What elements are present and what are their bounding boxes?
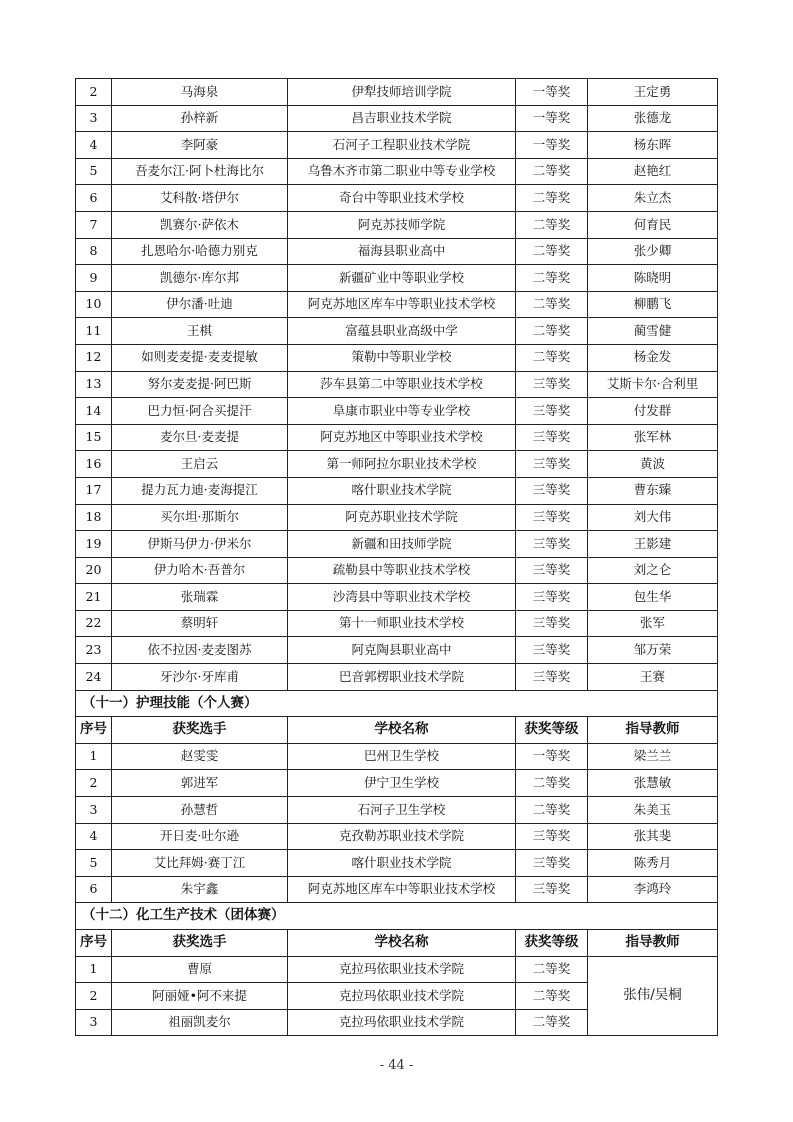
winner-cell: 蔡明轩 [112, 610, 288, 637]
award-level-cell: 三等奖 [516, 398, 588, 425]
school-cell: 奇台中等职业技术学校 [288, 185, 516, 212]
rank-cell: 2 [76, 983, 112, 1010]
school-cell: 昌吉职业技术学院 [288, 105, 516, 132]
school-cell: 阿克苏技师学院 [288, 211, 516, 238]
column-header: 指导教师 [588, 717, 718, 744]
winner-cell: 伊力哈木·吾普尔 [112, 557, 288, 584]
instructor-cell: 何育民 [588, 211, 718, 238]
school-cell: 乌鲁木齐市第二职业中等专业学校 [288, 158, 516, 185]
winner-cell: 艾科散·塔伊尔 [112, 185, 288, 212]
table-row [76, 610, 718, 637]
instructor-cell: 黄波 [588, 451, 718, 478]
table-row [76, 105, 718, 132]
award-level-cell: 三等奖 [516, 451, 588, 478]
rank-cell: 19 [76, 531, 112, 558]
winner-cell: 祖丽凯麦尔 [112, 1009, 288, 1036]
rank-cell: 20 [76, 557, 112, 584]
section-title: （十一）护理技能（个人赛） [76, 690, 718, 717]
table-row [76, 132, 718, 159]
award-level-cell: 二等奖 [516, 1009, 588, 1036]
instructor-cell: 陈晓明 [588, 265, 718, 292]
rank-cell: 13 [76, 371, 112, 398]
award-level-cell: 二等奖 [516, 185, 588, 212]
award-level-cell: 三等奖 [516, 637, 588, 664]
rank-cell: 3 [76, 797, 112, 824]
instructor-cell: 王影建 [588, 531, 718, 558]
instructor-cell: 张德龙 [588, 105, 718, 132]
award-level-cell: 三等奖 [516, 664, 588, 691]
table-row [76, 823, 718, 850]
instructor-cell: 蔺雪健 [588, 318, 718, 345]
award-level-cell: 三等奖 [516, 504, 588, 531]
page-number: - 44 - [379, 1058, 414, 1073]
rank-cell: 22 [76, 610, 112, 637]
table-row [76, 265, 718, 292]
table-row [76, 557, 718, 584]
rank-cell: 5 [76, 850, 112, 877]
awards-table [75, 78, 718, 1036]
winner-cell: 王启云 [112, 451, 288, 478]
instructor-cell: 杨东晖 [588, 132, 718, 159]
table-row [76, 185, 718, 212]
instructor-cell: 曹东臻 [588, 477, 718, 504]
rank-cell: 6 [76, 185, 112, 212]
award-level-cell: 一等奖 [516, 743, 588, 770]
award-level-cell: 三等奖 [516, 823, 588, 850]
school-cell: 巴州卫生学校 [288, 743, 516, 770]
school-cell: 阿克苏地区库车中等职业技术学校 [288, 291, 516, 318]
winner-cell: 凯赛尔·萨依木 [112, 211, 288, 238]
winner-cell: 伊尔潘·吐迪 [112, 291, 288, 318]
instructor-cell: 柳鹏飞 [588, 291, 718, 318]
school-cell: 阜康市职业中等专业学校 [288, 398, 516, 425]
school-cell: 伊宁卫生学校 [288, 770, 516, 797]
table-row [76, 291, 718, 318]
instructor-cell: 刘大伟 [588, 504, 718, 531]
rank-cell: 5 [76, 158, 112, 185]
school-cell: 阿克苏职业技术学院 [288, 504, 516, 531]
instructor-cell: 张军林 [588, 424, 718, 451]
winner-cell: 牙沙尔·牙库甫 [112, 664, 288, 691]
table-row [76, 238, 718, 265]
instructor-cell: 张少卿 [588, 238, 718, 265]
table-row [76, 584, 718, 611]
school-cell: 阿克苏地区中等职业技术学校 [288, 424, 516, 451]
rank-cell: 12 [76, 344, 112, 371]
school-cell: 第十一师职业技术学校 [288, 610, 516, 637]
winner-cell: 开日麦·吐尔逊 [112, 823, 288, 850]
award-level-cell: 二等奖 [516, 344, 588, 371]
rank-cell: 8 [76, 238, 112, 265]
winner-cell: 艾比拜姆·赛丁江 [112, 850, 288, 877]
instructor-cell: 张伟/吴桐 [588, 956, 718, 1036]
rank-cell: 3 [76, 1009, 112, 1036]
school-cell: 新疆矿业中等职业学校 [288, 265, 516, 292]
award-level-cell: 三等奖 [516, 876, 588, 903]
column-header: 获奖选手 [112, 717, 288, 744]
winner-cell: 李阿豪 [112, 132, 288, 159]
rank-cell: 9 [76, 265, 112, 292]
table-row [76, 797, 718, 824]
section-title-row [76, 903, 718, 930]
school-cell: 莎车县第二中等职业技术学校 [288, 371, 516, 398]
instructor-cell: 刘之仑 [588, 557, 718, 584]
rank-cell: 24 [76, 664, 112, 691]
rank-cell: 23 [76, 637, 112, 664]
school-cell: 石河子卫生学校 [288, 797, 516, 824]
winner-cell: 扎恩哈尔·哈德力别克 [112, 238, 288, 265]
table-row [76, 211, 718, 238]
instructor-cell: 张军 [588, 610, 718, 637]
header-row [76, 717, 718, 744]
award-level-cell: 三等奖 [516, 531, 588, 558]
winner-cell: 张瑞霖 [112, 584, 288, 611]
school-cell: 阿克陶县职业高中 [288, 637, 516, 664]
rank-cell: 15 [76, 424, 112, 451]
section-title: （十二）化工生产技术（团体赛） [76, 903, 718, 930]
rank-cell: 2 [76, 770, 112, 797]
winner-cell: 努尔麦麦提·阿巴斯 [112, 371, 288, 398]
award-level-cell: 二等奖 [516, 956, 588, 983]
table-row [76, 770, 718, 797]
award-level-cell: 二等奖 [516, 291, 588, 318]
winner-cell: 买尔坦·那斯尔 [112, 504, 288, 531]
instructor-cell: 朱美玉 [588, 797, 718, 824]
column-header: 学校名称 [288, 717, 516, 744]
rank-cell: 11 [76, 318, 112, 345]
table-row [76, 956, 718, 983]
winner-cell: 朱宇鑫 [112, 876, 288, 903]
school-cell: 阿克苏地区库车中等职业技术学校 [288, 876, 516, 903]
table-row [76, 664, 718, 691]
winner-cell: 曹原 [112, 956, 288, 983]
award-level-cell: 一等奖 [516, 105, 588, 132]
award-level-cell: 二等奖 [516, 983, 588, 1010]
school-cell: 富蕴县职业高级中学 [288, 318, 516, 345]
instructor-cell: 赵艳红 [588, 158, 718, 185]
winner-cell: 孙梓新 [112, 105, 288, 132]
award-level-cell: 二等奖 [516, 238, 588, 265]
school-cell: 克拉玛依职业技术学院 [288, 983, 516, 1010]
rank-cell: 1 [76, 956, 112, 983]
winner-cell: 王棋 [112, 318, 288, 345]
rank-cell: 14 [76, 398, 112, 425]
table-row [76, 424, 718, 451]
award-level-cell: 二等奖 [516, 265, 588, 292]
instructor-cell: 梁兰兰 [588, 743, 718, 770]
award-level-cell: 二等奖 [516, 797, 588, 824]
winner-cell: 巴力恒·阿合买提汗 [112, 398, 288, 425]
instructor-cell: 李鸿玲 [588, 876, 718, 903]
table-row [76, 850, 718, 877]
award-level-cell: 二等奖 [516, 770, 588, 797]
rank-cell: 3 [76, 105, 112, 132]
rank-cell: 18 [76, 504, 112, 531]
awards-table-body [76, 79, 718, 1036]
winner-cell: 提力瓦力迪·麦海提江 [112, 477, 288, 504]
table-row [76, 79, 718, 106]
award-level-cell: 二等奖 [516, 318, 588, 345]
instructor-cell: 付发群 [588, 398, 718, 425]
column-header: 序号 [76, 930, 112, 957]
rank-cell: 4 [76, 823, 112, 850]
school-cell: 策勒中等职业学校 [288, 344, 516, 371]
school-cell: 巴音郭楞职业技术学院 [288, 664, 516, 691]
table-row [76, 398, 718, 425]
instructor-cell: 朱立杰 [588, 185, 718, 212]
winner-cell: 阿丽娅•阿不来提 [112, 983, 288, 1010]
winner-cell: 赵雯雯 [112, 743, 288, 770]
header-row [76, 930, 718, 957]
instructor-cell: 陈秀月 [588, 850, 718, 877]
table-row [76, 158, 718, 185]
table-row [76, 531, 718, 558]
school-cell: 石河子工程职业技术学院 [288, 132, 516, 159]
table-row [76, 451, 718, 478]
school-cell: 福海县职业高中 [288, 238, 516, 265]
award-level-cell: 三等奖 [516, 371, 588, 398]
table-row [76, 743, 718, 770]
school-cell: 沙湾县中等职业技术学校 [288, 584, 516, 611]
column-header: 序号 [76, 717, 112, 744]
column-header: 获奖等级 [516, 717, 588, 744]
column-header: 学校名称 [288, 930, 516, 957]
column-header: 获奖选手 [112, 930, 288, 957]
school-cell: 克拉玛依职业技术学院 [288, 1009, 516, 1036]
winner-cell: 吾麦尔江·阿卜杜海比尔 [112, 158, 288, 185]
award-level-cell: 三等奖 [516, 850, 588, 877]
rank-cell: 1 [76, 743, 112, 770]
school-cell: 克拉玛依职业技术学院 [288, 956, 516, 983]
instructor-cell: 王定勇 [588, 79, 718, 106]
school-cell: 疏勒县中等职业技术学校 [288, 557, 516, 584]
winner-cell: 凯德尔·库尔邦 [112, 265, 288, 292]
winner-cell: 如则麦麦提·麦麦提敏 [112, 344, 288, 371]
rank-cell: 2 [76, 79, 112, 106]
instructor-cell: 艾斯卡尔·合利里 [588, 371, 718, 398]
winner-cell: 伊斯马伊力·伊米尔 [112, 531, 288, 558]
table-row [76, 318, 718, 345]
instructor-cell: 张其斐 [588, 823, 718, 850]
table-row [76, 477, 718, 504]
rank-cell: 4 [76, 132, 112, 159]
winner-cell: 郭进军 [112, 770, 288, 797]
winner-cell: 麦尔旦·麦麦提 [112, 424, 288, 451]
table-row [76, 344, 718, 371]
table-row [76, 876, 718, 903]
rank-cell: 6 [76, 876, 112, 903]
award-level-cell: 三等奖 [516, 610, 588, 637]
award-level-cell: 一等奖 [516, 132, 588, 159]
school-cell: 新疆和田技师学院 [288, 531, 516, 558]
award-level-cell: 二等奖 [516, 211, 588, 238]
instructor-cell: 杨金发 [588, 344, 718, 371]
school-cell: 喀什职业技术学院 [288, 850, 516, 877]
table-row [76, 371, 718, 398]
rank-cell: 21 [76, 584, 112, 611]
school-cell: 克孜勒苏职业技术学院 [288, 823, 516, 850]
award-level-cell: 三等奖 [516, 584, 588, 611]
section-title-row [76, 690, 718, 717]
instructor-cell: 邹万荣 [588, 637, 718, 664]
award-level-cell: 二等奖 [516, 158, 588, 185]
rank-cell: 7 [76, 211, 112, 238]
school-cell: 伊犁技师培训学院 [288, 79, 516, 106]
column-header: 指导教师 [588, 930, 718, 957]
award-level-cell: 三等奖 [516, 477, 588, 504]
table-row [76, 504, 718, 531]
instructor-cell: 张慧敏 [588, 770, 718, 797]
school-cell: 喀什职业技术学院 [288, 477, 516, 504]
award-level-cell: 三等奖 [516, 424, 588, 451]
school-cell: 第一师阿拉尔职业技术学校 [288, 451, 516, 478]
winner-cell: 孙慧哲 [112, 797, 288, 824]
column-header: 获奖等级 [516, 930, 588, 957]
rank-cell: 10 [76, 291, 112, 318]
rank-cell: 17 [76, 477, 112, 504]
table-row [76, 637, 718, 664]
winner-cell: 马海泉 [112, 79, 288, 106]
award-level-cell: 一等奖 [516, 79, 588, 106]
instructor-cell: 包生华 [588, 584, 718, 611]
rank-cell: 16 [76, 451, 112, 478]
award-level-cell: 三等奖 [516, 557, 588, 584]
winner-cell: 依不拉因·麦麦图苏 [112, 637, 288, 664]
instructor-cell: 王赛 [588, 664, 718, 691]
